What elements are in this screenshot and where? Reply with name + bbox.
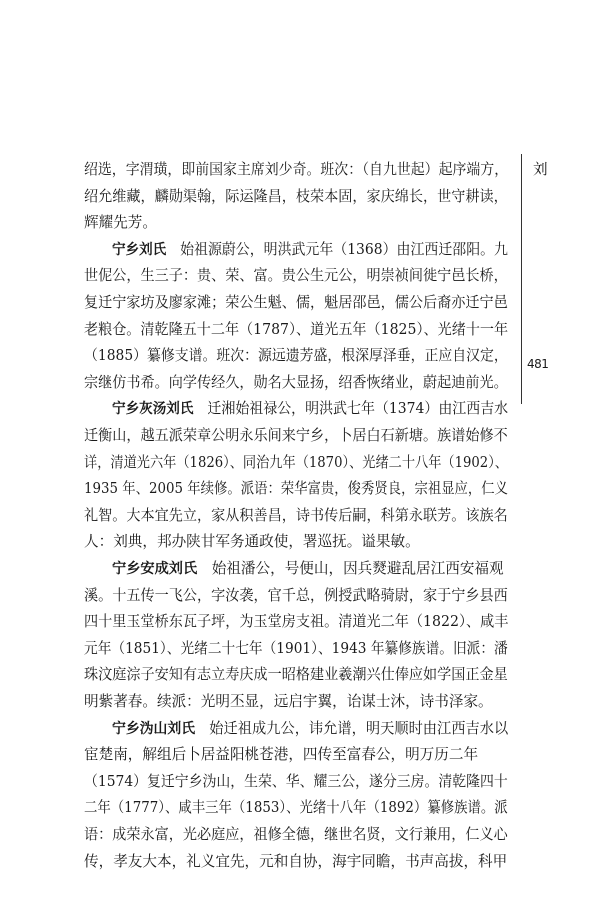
text-line <box>84 665 508 685</box>
side-label: 刘 <box>533 161 548 178</box>
line-text: （1885）纂修支谱。班次：源远遗芳盛，根深厚泽垂，正应自汉定， <box>84 347 508 365</box>
line-text: 溪。十五传一飞公，字汝袭，官千总，例授武略骑尉，家于宁乡县西 <box>84 586 508 604</box>
margin-divider <box>521 154 522 404</box>
line-text: 四十里玉堂桥东瓦子坪，为玉堂房支祖。清道光二年（1822）、咸丰 <box>84 613 509 631</box>
line-text: 世伲公，生三子：贵、荣、富。贵公生元公，明崇祯间徙宁邑长桥， <box>84 267 508 285</box>
text-line <box>84 479 508 499</box>
line-text: 珠汶庭淙子安知有志立寿庆成一昭格建业羲潮兴仕俸应如学国正金星 <box>84 666 508 684</box>
section-heading: 宁乡安成刘氏 <box>112 561 198 577</box>
line-text: 绍选，字渭璜，即前国家主席刘少奇。班次：（自九世起）起序端方， <box>84 161 509 178</box>
line-text: 元年（1851）、光绪二十七年（1901）、1943 年纂修族谱。旧派：潘 <box>84 639 508 657</box>
line-text: 始迁祖成九公，讳允谱，明天顺时由江西吉水以 <box>195 719 509 737</box>
line-text: 绍允维藏，麟勋渠翰，际运隆昌，枝荣本固，家庆绵长，世守耕读， <box>84 187 508 205</box>
section-first-line <box>112 399 508 419</box>
line-text: 详，清道光六年（1826）、同治九年（1870）、光绪二十八年（1902）、 <box>84 453 508 471</box>
text-line <box>84 426 508 446</box>
text-line <box>84 373 508 393</box>
text-line <box>84 453 508 473</box>
text-line <box>84 213 157 233</box>
text-line <box>84 852 507 872</box>
text-line <box>84 506 508 526</box>
text-line <box>84 586 508 606</box>
line-text: 迁湘始祖禄公，明洪武七年（1374）由江西吉水 <box>193 400 509 418</box>
text-line <box>84 612 508 632</box>
text-line <box>84 745 478 765</box>
line-text: 传，孝友大本，礼义宜先，元和自协，海宇同瞻，书声高拔，科甲 <box>84 852 508 870</box>
line-text: 迁衡山，越五派荣章公明永乐间来宁乡，卜居白石新塘。族谱始修不 <box>84 427 508 444</box>
text-line <box>84 639 508 659</box>
text-line <box>84 187 508 207</box>
text-line <box>84 532 420 552</box>
text-line <box>84 825 508 845</box>
section-first-line <box>112 719 508 739</box>
text-line <box>84 692 493 712</box>
line-text: 礼智。大本宜先立，家从积善昌，诗书传后嗣，科第永联芳。该族名 <box>84 506 508 524</box>
text-line <box>84 266 508 286</box>
section-heading: 宁乡刘氏 <box>112 241 167 258</box>
section-first-line <box>112 240 508 260</box>
page-number: 481 <box>527 357 549 371</box>
line-text: 始祖源蔚公，明洪武元年（1368）由江西迁邵阳。九 <box>166 240 508 258</box>
line-text: 复迁宁家坊及廖家滩；荣公生魁、儒，魁居邵邑，儒公后裔亦迁宁邑 <box>84 294 508 311</box>
line-text: 辉耀先芳。 <box>84 214 157 232</box>
text-line <box>84 320 508 340</box>
section-heading: 宁乡灰汤刘氏 <box>112 401 194 418</box>
line-text: 语：成荣永富，光必庭应，祖修全德，继世名贤，文行兼用，仁义心 <box>84 826 508 843</box>
text-line <box>84 346 508 366</box>
line-text: 1935 年、2005 年续修。派语：荣华富贵，俊秀贤良，宗祖显应，仁义 <box>84 480 509 498</box>
section-heading: 宁乡沩山刘氏 <box>112 720 196 737</box>
line-text: 宗继仿书希。向学传经久，勋名大显扬，绍香恢绪业，蔚起迪前光。 <box>84 373 508 391</box>
text-line <box>84 293 508 313</box>
line-text: 人：刘典，邦办陕甘军务通政使，署巡抚。谥果敏。 <box>84 533 420 551</box>
line-text: 宦楚南，解组后卜居益阳桃苍港，四传至富春公，明万历二年 <box>84 746 479 764</box>
text-line <box>84 798 508 818</box>
line-text: 始祖潘公，号便山，因兵燹避乱居江西安福观 <box>197 560 504 577</box>
text-line <box>84 160 508 180</box>
line-text: 老粮仓。清乾隆五十二年（1787）、道光五年（1825）、光绪十一年 <box>84 320 509 338</box>
line-text: （1574）复迁宁乡沩山，生荣、华、耀三公，遂分三房。清乾隆四十 <box>84 772 508 790</box>
section-first-line <box>112 559 504 579</box>
line-text: 二年（1777）、咸丰三年（1853）、光绪十八年（1892）纂修族谱。派 <box>84 799 508 817</box>
line-text: 明紫著春。续派：光明丕显，远启宇翼，诒谋士沐，诗书泽家。 <box>84 693 493 710</box>
text-line <box>84 772 508 792</box>
